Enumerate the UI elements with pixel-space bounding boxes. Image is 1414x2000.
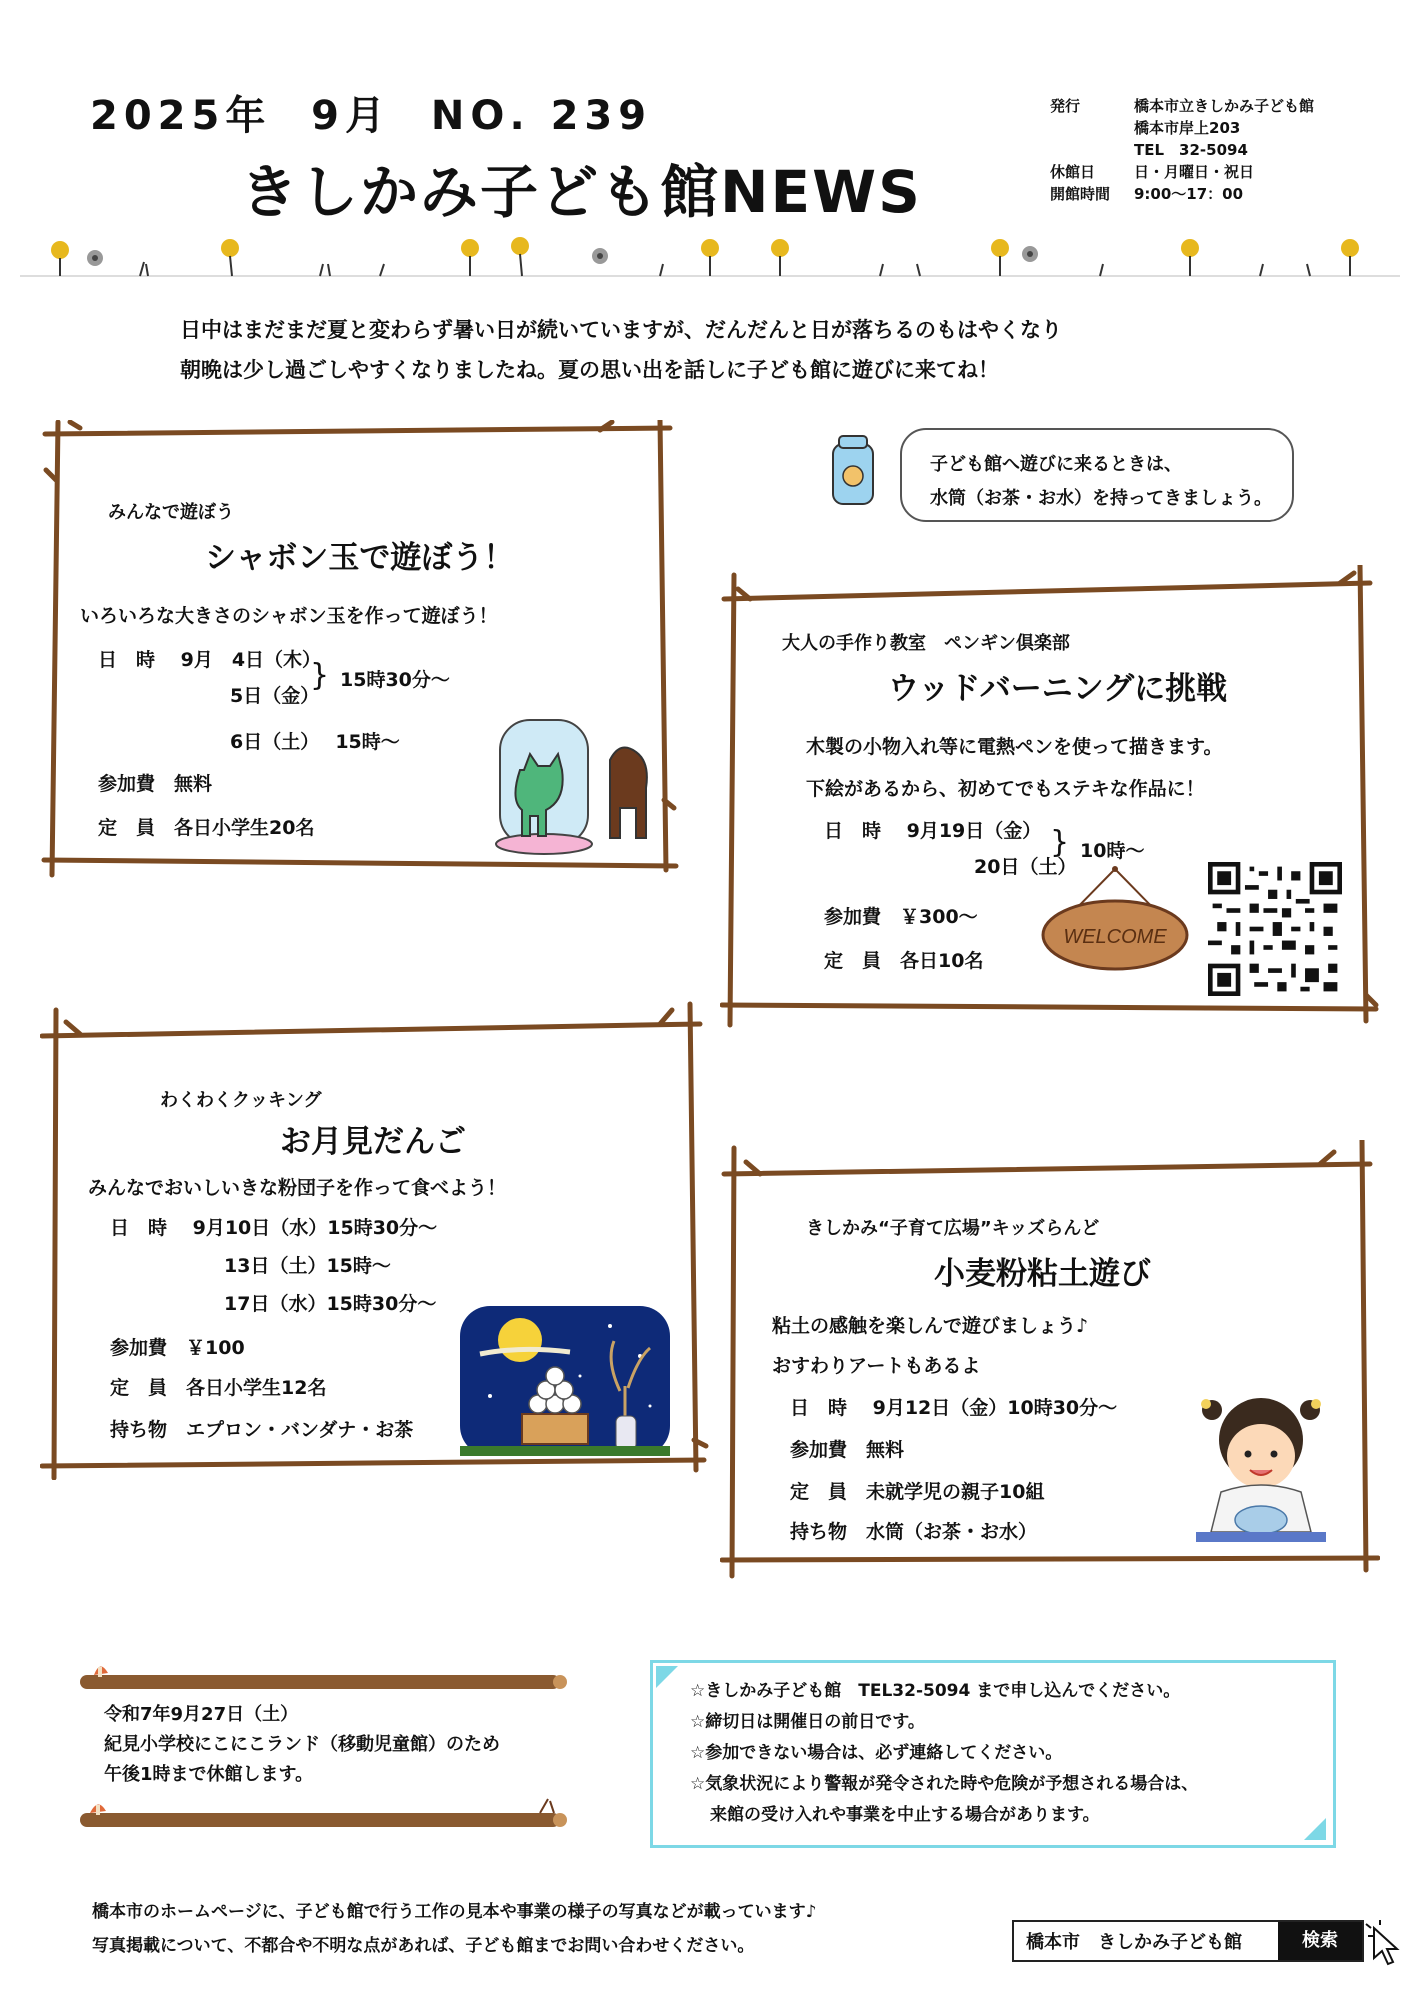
temporary-closure-notice: [104, 1700, 500, 1790]
footer-line-2: 写真掲載について、不都合や不明な点があれば、子ども館までお問い合わせください。: [92, 1936, 755, 1956]
notice-line-1: ☆きしかみ子ども館 TEL32-5094 まで申し込んでください。: [690, 1681, 1181, 1701]
address: 橋本市岸上203: [1134, 119, 1241, 137]
clay-items: 持ち物 水筒（お茶・お水）: [790, 1521, 1038, 1543]
woodburning-description-2: 下絵があるから、初めてでもステキな作品に！: [806, 778, 1205, 800]
woodburning-fee: 参加費 ￥300～: [824, 906, 978, 928]
publisher-label: 発行: [1050, 97, 1081, 115]
bubbles-description: いろいろな大きさのシャボン玉を作って遊ぼう！: [80, 605, 498, 627]
woodburning-description-1: 木製の小物入れ等に電熱ペンを使って描きます。: [806, 736, 1223, 758]
clay-description-2: おすわりアートもあるよ: [772, 1355, 981, 1377]
cat-in-bubble-illustration: [490, 710, 670, 860]
closure-detail: 午後1時まで休館します。: [104, 1764, 314, 1785]
search-box[interactable]: [1012, 1920, 1364, 1962]
bubbles-fee: 参加費 無料: [98, 773, 213, 795]
telephone: TEL 32-5094: [1134, 141, 1248, 159]
application-notice-text: [690, 1676, 1198, 1831]
publisher-name: 橋本市立きしかみ子ども館: [1134, 97, 1315, 115]
bubbles-subtitle: みんなで遊ぼう: [108, 502, 234, 523]
bubbles-time: 15時30分～: [340, 669, 450, 691]
qr-code[interactable]: [1208, 862, 1342, 996]
clay-subtitle: きしかみ“子育て広場”キッズらんど: [806, 1218, 1100, 1239]
woodburning-time: 10時～: [1080, 840, 1145, 862]
cursor-click-icon: [1364, 1920, 1408, 1970]
reminder-line-2: 水筒（お茶・お水）を持ってきましょう。: [930, 488, 1272, 509]
publisher-info: [1050, 95, 1314, 205]
footer-line-1: 橋本市のホームページに、子ども館で行う工作の見本や事業の様子の写真などが載っています♪: [92, 1902, 817, 1922]
grass-flower-border-decoration: [20, 228, 1400, 284]
closure-date: 令和7年9月27日（土）: [104, 1704, 299, 1725]
dango-fee: 参加費 ￥100: [110, 1337, 245, 1359]
corner-triangle-decoration: [1304, 1818, 1326, 1840]
search-button[interactable]: 検索: [1278, 1922, 1362, 1960]
dango-items: 持ち物 エプロン・バンダナ・お茶: [110, 1419, 414, 1441]
notice-line-3: ☆参加できない場合は、必ず連絡してください。: [690, 1743, 1063, 1763]
clay-description-1: 粘土の感触を楽しんで遊びましょう♪: [772, 1315, 1089, 1337]
dango-event-panel: [40, 1000, 710, 1480]
corner-triangle-decoration: [656, 1666, 678, 1688]
bubbles-date-1: 日 時 9月 4日（木）: [98, 649, 322, 671]
bubbles-title: シャボン玉で遊ぼう！: [205, 540, 515, 576]
woodburning-capacity: 定 員 各日10名: [824, 950, 984, 972]
reminder-text: [930, 448, 1272, 516]
intro-message: [180, 310, 1062, 390]
dango-date-1: 日 時 9月10日（水）15時30分～: [110, 1217, 438, 1239]
notice-line-5: 来館の受け入れや事業を中止する場合があります。: [710, 1805, 1100, 1825]
clay-event-panel: [720, 1140, 1380, 1580]
notice-line-2: ☆締切日は開催日の前日です。: [690, 1712, 925, 1732]
dango-capacity: 定 員 各日小学生12名: [110, 1377, 327, 1399]
bubbles-capacity: 定 員 各日小学生20名: [98, 817, 315, 839]
woodburning-subtitle: 大人の手作り教室 ペンギン倶楽部: [782, 633, 1070, 654]
closed-days-label: 休館日: [1050, 163, 1096, 181]
clay-capacity: 定 員 未就学児の親子10組: [790, 1481, 1045, 1503]
dango-description: みんなでおいしいきな粉団子を作って食べよう！: [88, 1177, 507, 1199]
dango-title: お月見だんご: [280, 1124, 466, 1160]
search-query[interactable]: 橋本市 きしかみ子ども館: [1026, 1932, 1242, 1953]
closure-reason: 紀見小学校にこにこランド（移動児童館）のため: [104, 1734, 500, 1755]
notice-line-4: ☆気象状況により警報が発令された時や危険が予想される場合は、: [690, 1774, 1199, 1794]
dango-subtitle: わくわくクッキング: [160, 1090, 322, 1111]
woodburning-title: ウッドバーニングに挑戦: [888, 671, 1228, 707]
issue-date-number: 2025年 9月 NO. 239: [90, 93, 653, 139]
bracket: }: [1050, 825, 1070, 860]
child-playing-clay-illustration: [1186, 1380, 1336, 1550]
bubbles-date-2: 5日（金）: [230, 685, 320, 707]
reminder-line-1: 子ども館へ遊びに来るときは、: [930, 454, 1182, 475]
woodburning-date-2: 20日（土）: [974, 856, 1077, 878]
woodburning-date-1: 日 時 9月19日（金）: [824, 820, 1042, 842]
bracket: }: [310, 658, 330, 693]
dango-date-3: 17日（水）15時30分～: [224, 1293, 437, 1315]
footer-message: [92, 1895, 817, 1963]
hours-label: 開館時間: [1050, 185, 1111, 203]
clay-date: 日 時 9月12日（金）10時30分～: [790, 1397, 1118, 1419]
dango-date-2: 13日（土）15時～: [224, 1255, 391, 1277]
clay-title: 小麦粉粘土遊び: [934, 1256, 1151, 1292]
welcome-sign-illustration: [1040, 865, 1190, 975]
page-title: きしかみ子ども館NEWS: [240, 158, 922, 226]
intro-line-1: 日中はまだまだ夏と変わらず暑い日が続いていますが、だんだんと日が落ちるのもはやくなり: [180, 318, 1062, 342]
closed-days: 日・月曜日・祝日: [1134, 163, 1255, 181]
intro-line-2: 朝晩は少し過ごしやすくなりましたね。夏の思い出を話しに子ども館に遊びに来てね！: [180, 358, 999, 382]
bubbles-date-3: 6日（土） 15時～: [230, 731, 400, 753]
bubbles-event-panel: [40, 420, 680, 880]
water-bottle-icon: [815, 432, 895, 512]
clay-fee: 参加費 無料: [790, 1439, 905, 1461]
welcome-sign-text: WELCOME: [1063, 926, 1167, 948]
moon-viewing-dango-illustration: [460, 1306, 670, 1456]
opening-hours: 9:00～17：00: [1134, 185, 1244, 203]
